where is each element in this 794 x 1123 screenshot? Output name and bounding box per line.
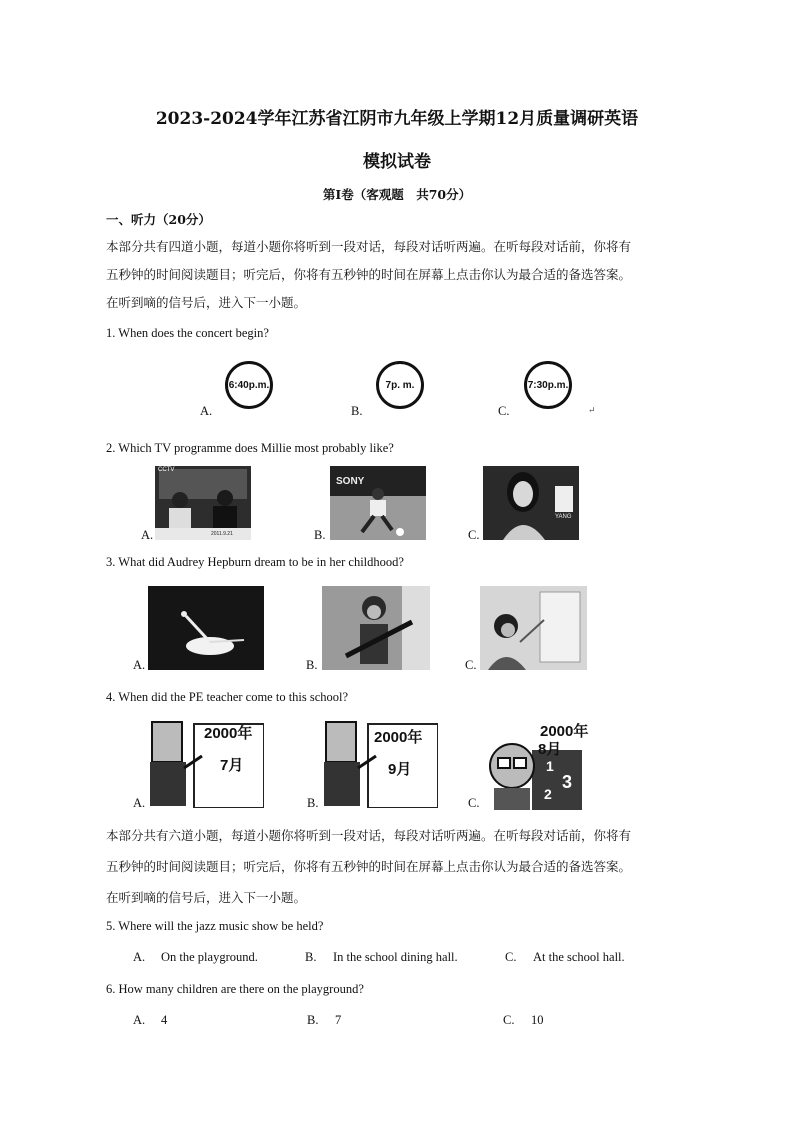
q4-c-digit-1: 1 — [546, 758, 554, 774]
news-date: 2011.9.21 — [211, 531, 233, 537]
ballet-dancer-photo[interactable] — [148, 586, 264, 670]
q4-c-year: 2000年 — [540, 723, 589, 740]
question-6: 6. How many children are there on the playground? — [106, 982, 364, 996]
q6-option-b-label: B. — [307, 1013, 319, 1027]
q2-option-a-label: A. — [141, 528, 154, 542]
q3-option-a-label: A. — [133, 658, 146, 672]
instructions-a-line2: 五秒钟的时间阅读题目；听完后，你将有五秒钟的时间在屏幕上点击你认为最合适的备选答案。 — [106, 267, 632, 282]
cctv-logo: CCTV — [158, 467, 175, 473]
part1-heading: 一、听力（20分） — [106, 212, 211, 227]
q1-option-b-clock[interactable]: 7p. m. — [376, 361, 424, 409]
instructions-b-line3: 在听到嘀的信号后，进入下一小题。 — [106, 890, 307, 905]
question-1: 1. When does the concert begin? — [106, 326, 269, 340]
q4-a-month: 7月 — [220, 757, 244, 774]
q4-option-b-picture[interactable] — [318, 716, 438, 808]
guitarist-illustration — [322, 586, 430, 670]
q4-option-c-label: C. — [468, 796, 480, 810]
q6-option-c-text[interactable]: 10 — [531, 1013, 544, 1027]
painter-photo[interactable] — [480, 586, 587, 670]
q5-option-a-label: A. — [133, 950, 146, 964]
section-title: 第Ⅰ卷（客观题 共70分） — [322, 187, 472, 202]
instructions-a-line3: 在听到嘀的信号后，进入下一小题。 — [106, 295, 307, 310]
q1-option-b-label: B. — [351, 404, 363, 418]
sony-banner: SONY — [336, 476, 365, 487]
q4-option-a-picture[interactable] — [144, 716, 264, 808]
news-anchors-illustration — [155, 466, 251, 540]
q5-option-c-text[interactable]: At the school hall. — [533, 950, 625, 964]
q1-option-c-clock[interactable]: 7:30p.m. — [524, 361, 572, 409]
instructions-a-line1: 本部分共有四道小题，每道小题你将听到一段对话，每段对话听两遍。在听每段对话前，你将有 — [106, 239, 632, 254]
host-portrait-illustration — [483, 466, 579, 540]
instructions-b-line2: 五秒钟的时间阅读题目；听完后，你将有五秒钟的时间在屏幕上点击你认为最合适的备选答案。 — [106, 859, 632, 874]
host-logo: YANG — [555, 514, 572, 520]
q5-option-b-text[interactable]: In the school dining hall. — [333, 950, 458, 964]
q4-a-year: 2000年 — [204, 725, 253, 742]
q5-option-c-label: C. — [505, 950, 517, 964]
q6-option-a-text[interactable]: 4 — [161, 1013, 168, 1027]
instructions-b-line1: 本部分共有六道小题，每道小题你将听到一段对话，每段对话听两遍。在听每段对话前，你将有 — [106, 828, 632, 843]
q4-c-month: 8月 — [538, 741, 562, 758]
q1-option-a-clock[interactable]: 6:40p.m. — [225, 361, 273, 409]
q5-option-b-label: B. — [305, 950, 317, 964]
painter-illustration — [480, 586, 587, 670]
question-2: 2. Which TV programme does Millie most probably like? — [106, 441, 394, 455]
guitarist-photo[interactable] — [322, 586, 430, 670]
q6-option-b-text[interactable]: 7 — [335, 1013, 342, 1027]
q4-c-digit-3: 3 — [562, 772, 573, 792]
q2-option-c-label: C. — [468, 528, 480, 542]
q6-option-c-label: C. — [503, 1013, 515, 1027]
q5-option-a-text[interactable]: On the playground. — [161, 950, 258, 964]
question-3: 3. What did Audrey Hepburn dream to be in her childhood? — [106, 555, 404, 569]
q4-option-c-picture[interactable] — [480, 716, 600, 810]
q2-option-b-label: B. — [314, 528, 326, 542]
q3-option-c-label: C. — [465, 658, 477, 672]
q1-option-c-label: C. — [498, 404, 510, 418]
q4-option-a-label: A. — [133, 796, 146, 810]
question-4: 4. When did the PE teacher come to this school? — [106, 690, 349, 704]
exam-title: 2023-2024学年江苏省江阴市九年级上学期12月质量调研英语 — [155, 109, 639, 129]
q4-b-year: 2000年 — [374, 729, 423, 746]
return-mark: ↵ — [588, 406, 596, 416]
news-anchors-photo[interactable] — [155, 466, 251, 540]
ballet-illustration — [148, 586, 264, 670]
q4-b-month: 9月 — [388, 761, 412, 778]
tv-host-portrait-photo[interactable] — [483, 466, 579, 540]
q6-option-a-label: A. — [133, 1013, 146, 1027]
exam-title-line2: 模拟试卷 — [363, 152, 431, 172]
football-player-photo[interactable] — [330, 466, 426, 540]
q4-c-digit-2: 2 — [544, 786, 552, 802]
q3-option-b-label: B. — [306, 658, 318, 672]
q1-option-a-label: A. — [200, 404, 213, 418]
question-5: 5. Where will the jazz music show be held? — [106, 919, 324, 933]
q4-option-b-label: B. — [307, 796, 319, 810]
